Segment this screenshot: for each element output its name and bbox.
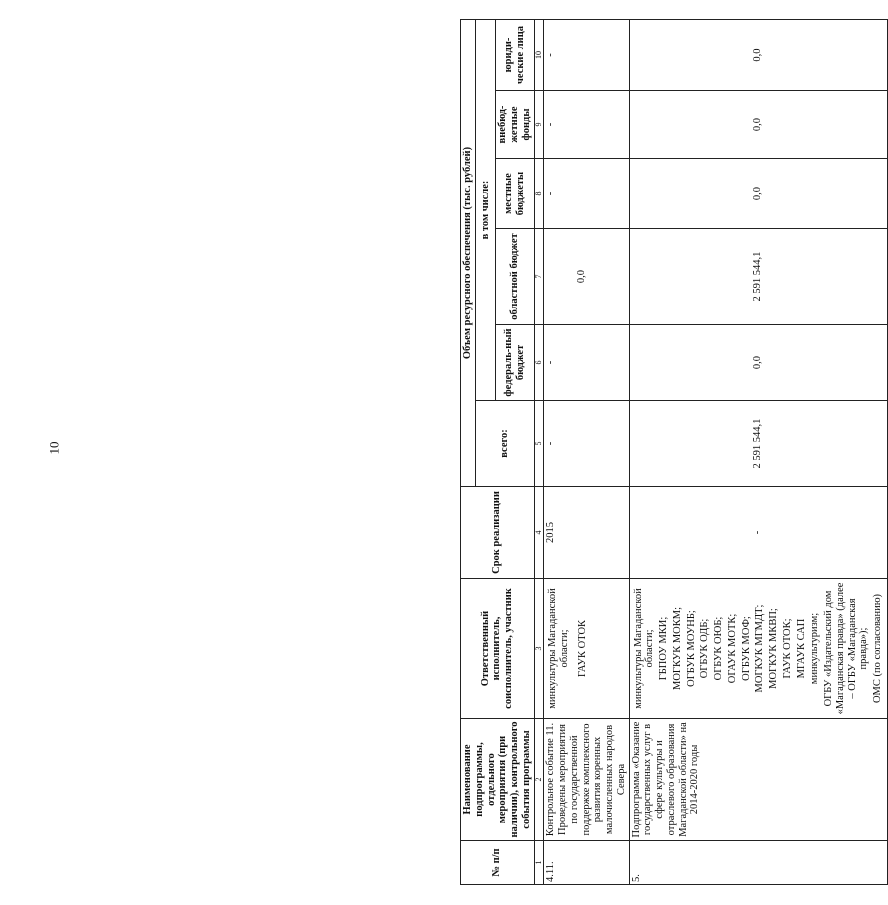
- executor-item: МОГКУК МКВП;: [768, 608, 780, 689]
- table-row: [544, 20, 629, 885]
- header-local: местные бюджеты: [496, 159, 534, 229]
- row-term: 2015: [544, 487, 629, 579]
- executor-item: ОГБУК ОЮБ;: [713, 616, 725, 681]
- row-federal: -: [544, 325, 629, 401]
- header-num: № п/п: [461, 841, 535, 885]
- row-total: 2 591 544,1: [629, 401, 887, 487]
- executor-item: МОГКУК МГМДТ;: [754, 604, 766, 693]
- col-number: 1: [534, 841, 544, 885]
- header-extra: внебюд-жетные фонды: [496, 91, 534, 159]
- col-number: 6: [534, 325, 544, 401]
- col-number: 9: [534, 91, 544, 159]
- header-legal: юриди-ческие лица: [496, 20, 534, 91]
- header-incl: в том числе:: [475, 20, 496, 401]
- col-number: 8: [534, 159, 544, 229]
- row-extra: -: [544, 91, 629, 159]
- row-num: 5.: [629, 841, 887, 885]
- row-extra: 0,0: [629, 91, 887, 159]
- executor-item: ОГАУК МОТК;: [726, 613, 738, 684]
- executor-item: ОГБУК МОУНБ;: [685, 610, 697, 687]
- executor-item: ГАУК ОТОК: [576, 619, 588, 678]
- executor-item: МГАУК САП: [795, 618, 807, 679]
- header-term: Срок реализации: [461, 487, 535, 579]
- col-number: 7: [534, 229, 544, 325]
- row-federal: 0,0: [629, 325, 887, 401]
- header-volume: Объем ресурсного обеспечения (тыс. рублей): [461, 20, 476, 487]
- col-number: 5: [534, 401, 544, 487]
- row-total: -: [544, 401, 629, 487]
- executor-item: ОГБУ «Издательский дом «Магаданская правда» (далее – ОГБУ «Магаданская правда»);: [823, 582, 870, 715]
- row-executors: [544, 579, 629, 719]
- header-executor: Ответственный исполнитель, соисполнитель, участник: [461, 579, 535, 719]
- executor-item: минкультуризм;: [809, 612, 821, 685]
- row-local: 0,0: [629, 159, 887, 229]
- row-name: Подпрограмма «Оказание государственных услуг в сфере культуры и отраслевого образования Магаданской области» на 2014-2020 годы: [629, 719, 887, 841]
- row-regional: 2 591 544,1: [629, 229, 887, 325]
- executor-item: минкультуры Магаданской области;: [632, 588, 656, 709]
- row-regional: 0,0: [544, 229, 629, 325]
- executor-item: ОГБУК ОДБ;: [699, 618, 711, 679]
- header-regional: областной бюджет: [496, 229, 534, 325]
- header-total: всего:: [475, 401, 534, 487]
- table-row: [629, 20, 887, 885]
- column-number-row: [534, 20, 544, 885]
- page-number: 10: [46, 441, 62, 455]
- executor-item: ГАУК ОТОК;: [781, 618, 793, 679]
- header-name: Наименование подпрограммы, отдельного мероприятия (при наличии), контрольного события программы: [461, 719, 535, 841]
- row-term: -: [629, 487, 887, 579]
- col-number: 2: [534, 719, 544, 841]
- col-number: 4: [534, 487, 544, 579]
- header-row-1: [461, 20, 476, 885]
- col-number: 10: [534, 20, 544, 91]
- col-number: 3: [534, 579, 544, 719]
- executor-item: ГБПОУ МКИ;: [658, 616, 670, 681]
- row-executors: [629, 579, 887, 719]
- header-federal: федераль-ный бюджет: [496, 325, 534, 401]
- executor-item: ОМС (по согласованию): [872, 593, 884, 704]
- row-name: Контрольное событие 11. Проведены мероприятия по государственной поддержке комплексного развития коренных малочисленных народов Севера: [544, 719, 629, 841]
- row-legal: -: [544, 20, 629, 91]
- executor-item: ОГБУК МОФ;: [740, 616, 752, 681]
- row-local: -: [544, 159, 629, 229]
- row-legal: 0,0: [629, 20, 887, 91]
- resource-table: [460, 19, 888, 885]
- executor-item: минкультуры Магаданской области;: [547, 588, 571, 709]
- row-num: 4.11.: [544, 841, 629, 885]
- executor-item: МОГКУК МОКМ;: [671, 606, 683, 691]
